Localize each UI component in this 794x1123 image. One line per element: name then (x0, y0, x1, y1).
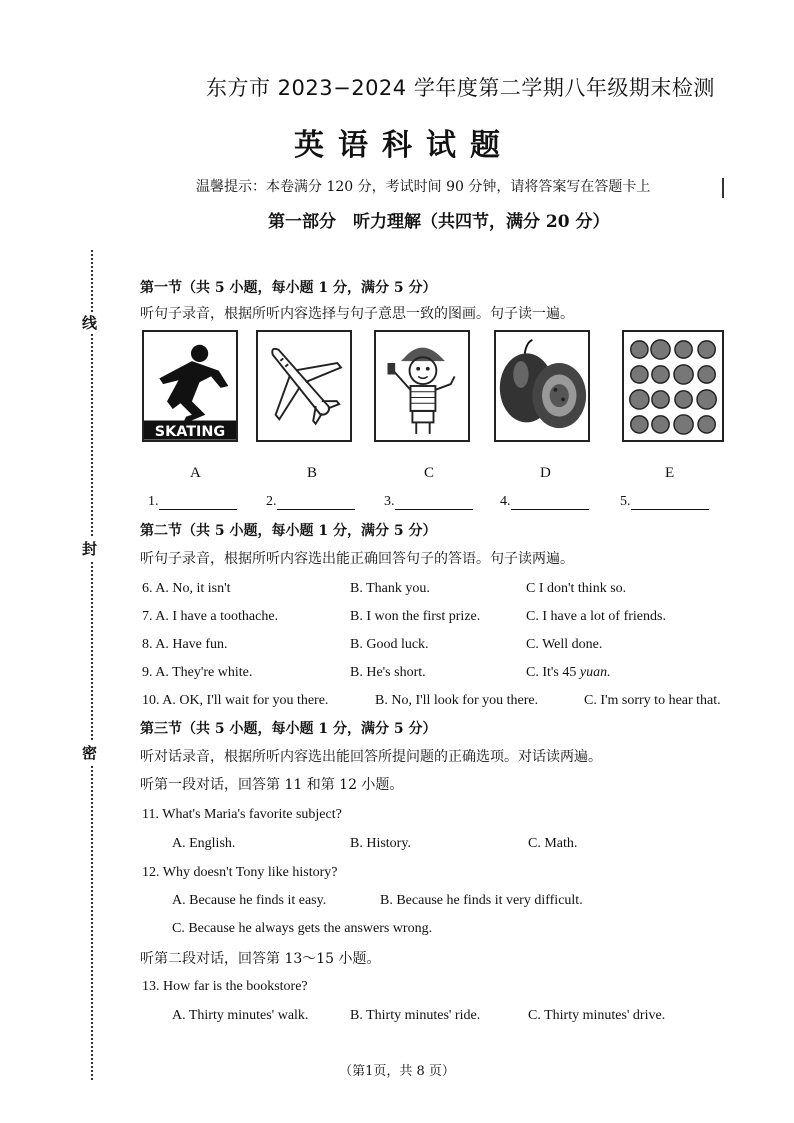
picture-label-e: E (665, 465, 675, 481)
q9-option-c: C. It's 45 yuan. (526, 665, 611, 680)
q8-option-a: 8. A. Have fun. (142, 637, 228, 652)
q6-option-c: C I don't think so. (526, 581, 627, 596)
q9-option-a: 9. A. They're white. (142, 665, 253, 680)
q11-option-b: B. History. (350, 836, 411, 851)
skating-caption: SKATING (154, 423, 226, 440)
answer-blank-5: 5. (620, 494, 709, 510)
section2-title: 第二节（共 5 小题，每小题 1 分，满分 5 分） (140, 523, 437, 539)
dialog2-instruction: 听第二段对话，回答第 13～15 小题。 (140, 951, 381, 967)
binding-mark-mi: 密 (82, 744, 98, 762)
q6-option-b: B. Thank you. (350, 581, 430, 596)
q7-option-a: 7. A. I have a toothache. (142, 609, 279, 624)
q12-option-a: A. Because he finds it easy. (172, 893, 327, 908)
binding-mark-xian: 线 (82, 314, 98, 332)
picture-b (256, 330, 352, 442)
coins-icon (624, 332, 722, 440)
tip-text: 温馨提示：本卷满分 120 分，考试时间 90 分钟，请将答案写在答题卡上 (196, 179, 651, 195)
child-with-drink-icon (376, 332, 468, 440)
q12-stem: 12. Why doesn't Tony like history? (142, 865, 338, 880)
airplane-icon (258, 332, 350, 440)
skater-icon (144, 332, 236, 440)
q12-option-b: B. Because he finds it very difficult. (380, 893, 583, 908)
answer-blank-4: 4. (500, 494, 589, 510)
q13-option-a: A. Thirty minutes' walk. (172, 1008, 309, 1023)
subject-title: 英语科试题 (294, 128, 514, 163)
q6-option-a: 6. A. No, it isn't (142, 581, 231, 596)
q9-option-b: B. He's short. (350, 665, 426, 680)
q13-stem: 13. How far is the bookstore? (142, 979, 308, 994)
section1-instruction: 听句子录音，根据所听内容选择与句子意思一致的图画。句子读一遍。 (140, 306, 574, 322)
q10-option-c: C. I'm sorry to hear that. (584, 693, 721, 708)
q10-option-a: 10. A. OK, I'll wait for you there. (142, 693, 329, 708)
q7-option-c: C. I have a lot of friends. (526, 609, 666, 624)
margin-mark (722, 178, 724, 198)
q12-option-c: C. Because he always gets the answers wrong. (172, 921, 433, 936)
part-title: 第一部分 听力理解（共四节，满分 20 分） (268, 212, 610, 232)
q11-option-a: A. English. (172, 836, 236, 851)
binding-dotted-line (91, 250, 93, 1080)
q10-option-b: B. No, I'll look for you there. (375, 693, 539, 708)
picture-label-c: C (424, 465, 435, 481)
section2-instruction: 听句子录音，根据所听内容选出能正确回答句子的答语。句子读两遍。 (140, 551, 574, 567)
q11-stem: 11. What's Maria's favorite subject? (142, 807, 342, 822)
q13-option-c: C. Thirty minutes' drive. (528, 1008, 666, 1023)
section1-title: 第一节（共 5 小题，每小题 1 分，满分 5 分） (140, 280, 437, 296)
picture-d (494, 330, 590, 442)
answer-blank-2: 2. (266, 494, 355, 510)
picture-e (622, 330, 724, 442)
binding-mark-feng: 封 (82, 540, 98, 558)
q11-option-c: C. Math. (528, 836, 578, 851)
picture-a (142, 330, 238, 442)
answer-blank-1: 1. (148, 494, 237, 510)
section3-instruction: 听对话录音，根据所听内容选出能回答所提问题的正确选项。对话读两遍。 (140, 749, 602, 765)
q8-option-b: B. Good luck. (350, 637, 429, 652)
q13-option-b: B. Thirty minutes' ride. (350, 1008, 481, 1023)
picture-c (374, 330, 470, 442)
answer-blank-3: 3. (384, 494, 473, 510)
picture-label-d: D (540, 465, 551, 481)
picture-label-a: A (190, 465, 201, 481)
apples-icon (496, 332, 588, 440)
q8-option-c: C. Well done. (526, 637, 603, 652)
page-number: （第1页，共 8 页） (339, 1064, 455, 1079)
q7-option-b: B. I won the first prize. (350, 609, 481, 624)
dialog1-instruction: 听第一段对话，回答第 11 和第 12 小题。 (140, 777, 404, 793)
exam-title: 东方市 2023−2024 学年度第二学期八年级期末检测 (206, 76, 715, 100)
picture-label-b: B (307, 465, 318, 481)
section3-title: 第三节（共 5 小题，每小题 1 分，满分 5 分） (140, 721, 437, 737)
